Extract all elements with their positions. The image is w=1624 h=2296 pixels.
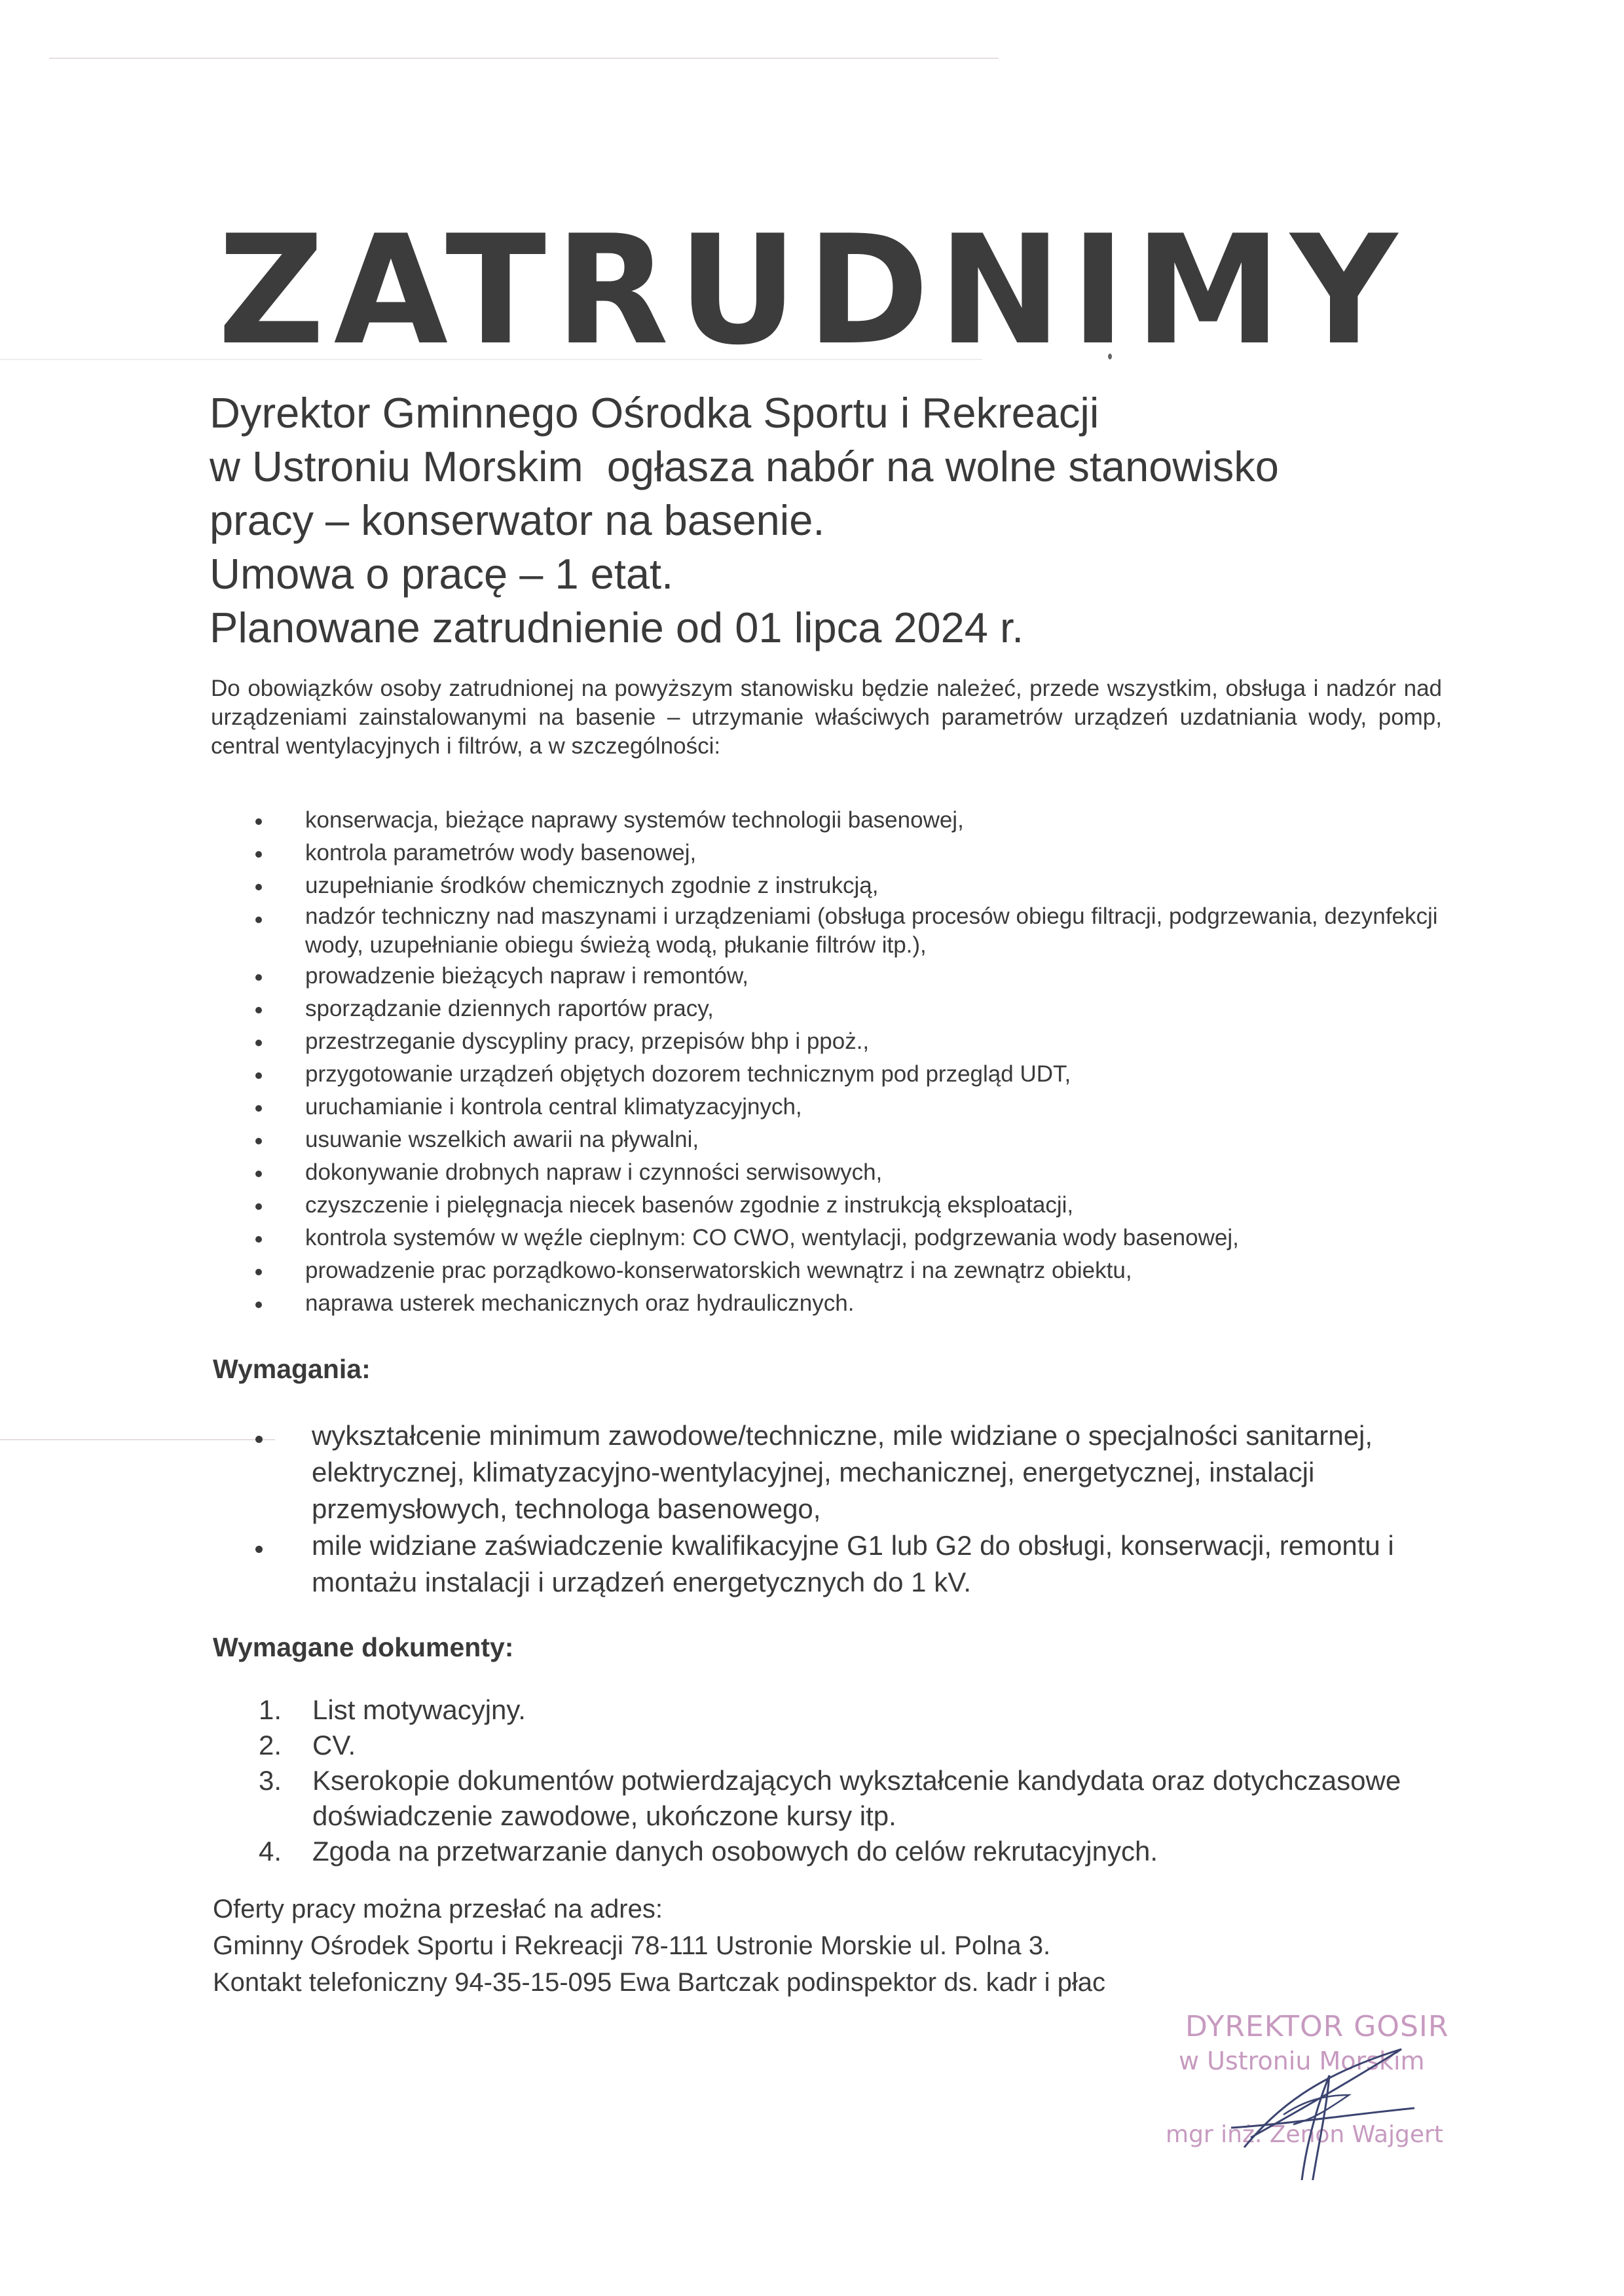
- document-text: CV.: [312, 1730, 356, 1760]
- documents-list: [259, 1692, 1457, 1869]
- scan-artifact-line: [0, 1439, 275, 1440]
- duty-item: prowadzenie bieżących napraw i remontów,: [255, 960, 1467, 993]
- intro-line: w Ustroniu Morskim ogłasza nabór na wolne stanowisko: [210, 443, 1279, 490]
- duty-item: konserwacja, bieżące naprawy systemów technologii basenowej,: [255, 804, 1467, 837]
- document-number: 1.: [259, 1694, 282, 1725]
- duty-item: naprawa usterek mechanicznych oraz hydraulicznych.: [255, 1287, 1467, 1320]
- duty-item: uzupełnianie środków chemicznych zgodnie z instrukcją,: [255, 869, 1467, 902]
- duty-item: uruchamianie i kontrola central klimatyzacyjnych,: [255, 1091, 1467, 1123]
- intro-line: pracy – konserwator na basenie.: [210, 496, 825, 544]
- duty-item-text: nadzór techniczny nad maszynami i urządzeniami (obsługa procesów obiegu filtracji, podgrzewania, dezynfekcji wody, uzupełnianie obiegu świeżą wodą, płukanie filtrów itp.),: [305, 903, 1438, 958]
- document-number: 2.: [259, 1730, 282, 1760]
- handwritten-signature: [1153, 2003, 1467, 2180]
- contact-line: Kontakt telefoniczny 94-35-15-095 Ewa Bartczak podinspektor ds. kadr i płac: [213, 1968, 1105, 1997]
- job-description: Do obowiązków osoby zatrudnionej na powyższym stanowisku będzie należeć, przede wszystkim, obsługa i nadzór nad urządzeniami zainstalowanymi na basenie – utrzymanie właściwych parametrów urządzeń uzdatniania wody, pomp, central wentylacyjnych i filtrów, a w szczególności:: [211, 676, 1442, 759]
- requirements-list: [255, 1417, 1454, 1601]
- requirement-item: wykształcenie minimum zawodowe/techniczne, mile widziane o specjalności sanitarnej, elektrycznej, klimatyzacyjno-wentylacyjnej, mechanicznej, energetycznej, instalacji przemysłowych, technologa basenowego,: [255, 1417, 1454, 1527]
- documents-heading: Wymagane dokumenty:: [213, 1632, 514, 1662]
- headline: ZATRUDNIMY: [217, 204, 1407, 378]
- duty-item: prowadzenie prac porządkowo-konserwatorskich wewnątrz i na zewnątrz obiektu,: [255, 1254, 1467, 1287]
- scan-artifact-line: [49, 58, 999, 59]
- document-number: 3.: [259, 1765, 282, 1796]
- duty-item: sporządzanie dziennych raportów pracy,: [255, 993, 1467, 1025]
- document-item: [259, 1763, 1457, 1834]
- duty-item: usuwanie wszelkich awarii na pływalni,: [255, 1123, 1467, 1156]
- contact-line: Oferty pracy można przesłać na adres:: [213, 1895, 663, 1923]
- document-text: List motywacyjny.: [312, 1694, 526, 1725]
- duty-item: kontrola parametrów wody basenowej,: [255, 837, 1467, 869]
- intro-line: Planowane zatrudnienie od 01 lipca 2024 r.: [210, 604, 1024, 651]
- document-item: [259, 1692, 1457, 1728]
- requirements-heading: Wymagania:: [213, 1354, 371, 1384]
- stamp-line-name: mgr inż. Zenon Wajgert: [1166, 2121, 1443, 2148]
- duty-item: czyszczenie i pielęgnacja niecek basenów zgodnie z instrukcją eksploatacji,: [255, 1189, 1467, 1222]
- intro-line: Umowa o pracę – 1 etat.: [210, 550, 674, 598]
- intro-block: [210, 386, 1467, 655]
- stamp-line-title: DYREKTOR GOSIR: [1185, 2010, 1449, 2043]
- contact-block: [213, 1891, 1457, 2001]
- requirement-item: mile widziane zaświadczenie kwalifikacyjne G1 lub G2 do obsługi, konserwacji, remontu i montażu instalacji i urządzeń energetycznych do 1 kV.: [255, 1527, 1454, 1601]
- document-text: Kserokopie dokumentów potwierdzających wykształcenie kandydata oraz dotychczasowe doświadczenie zawodowe, ukończone kursy itp.: [312, 1765, 1401, 1831]
- stamp-line-location: w Ustroniu Morskim: [1179, 2047, 1425, 2075]
- director-stamp: [1153, 2003, 1467, 2180]
- contact-line: Gminny Ośrodek Sportu i Rekreacji 78-111 Ustronie Morskie ul. Polna 3.: [213, 1931, 1051, 1960]
- document-item: [259, 1834, 1457, 1869]
- document-item: [259, 1728, 1457, 1763]
- document-text: Zgoda na przetwarzanie danych osobowych do celów rekrutacyjnych.: [312, 1836, 1158, 1867]
- duty-item: kontrola systemów w węźle cieplnym: CO CWO, wentylacji, podgrzewania wody basenowej,: [255, 1222, 1467, 1254]
- duty-item: [255, 902, 1467, 960]
- duty-item: przygotowanie urządzeń objętych dozorem technicznym pod przegląd UDT,: [255, 1058, 1467, 1091]
- intro-line: Dyrektor Gminnego Ośrodka Sportu i Rekreacji: [210, 389, 1099, 437]
- duties-list: [255, 804, 1467, 1320]
- duty-item: przestrzeganie dyscypliny pracy, przepisów bhp i ppoż.,: [255, 1025, 1467, 1058]
- duty-item: dokonywanie drobnych napraw i czynności serwisowych,: [255, 1156, 1467, 1189]
- document-number: 4.: [259, 1836, 282, 1867]
